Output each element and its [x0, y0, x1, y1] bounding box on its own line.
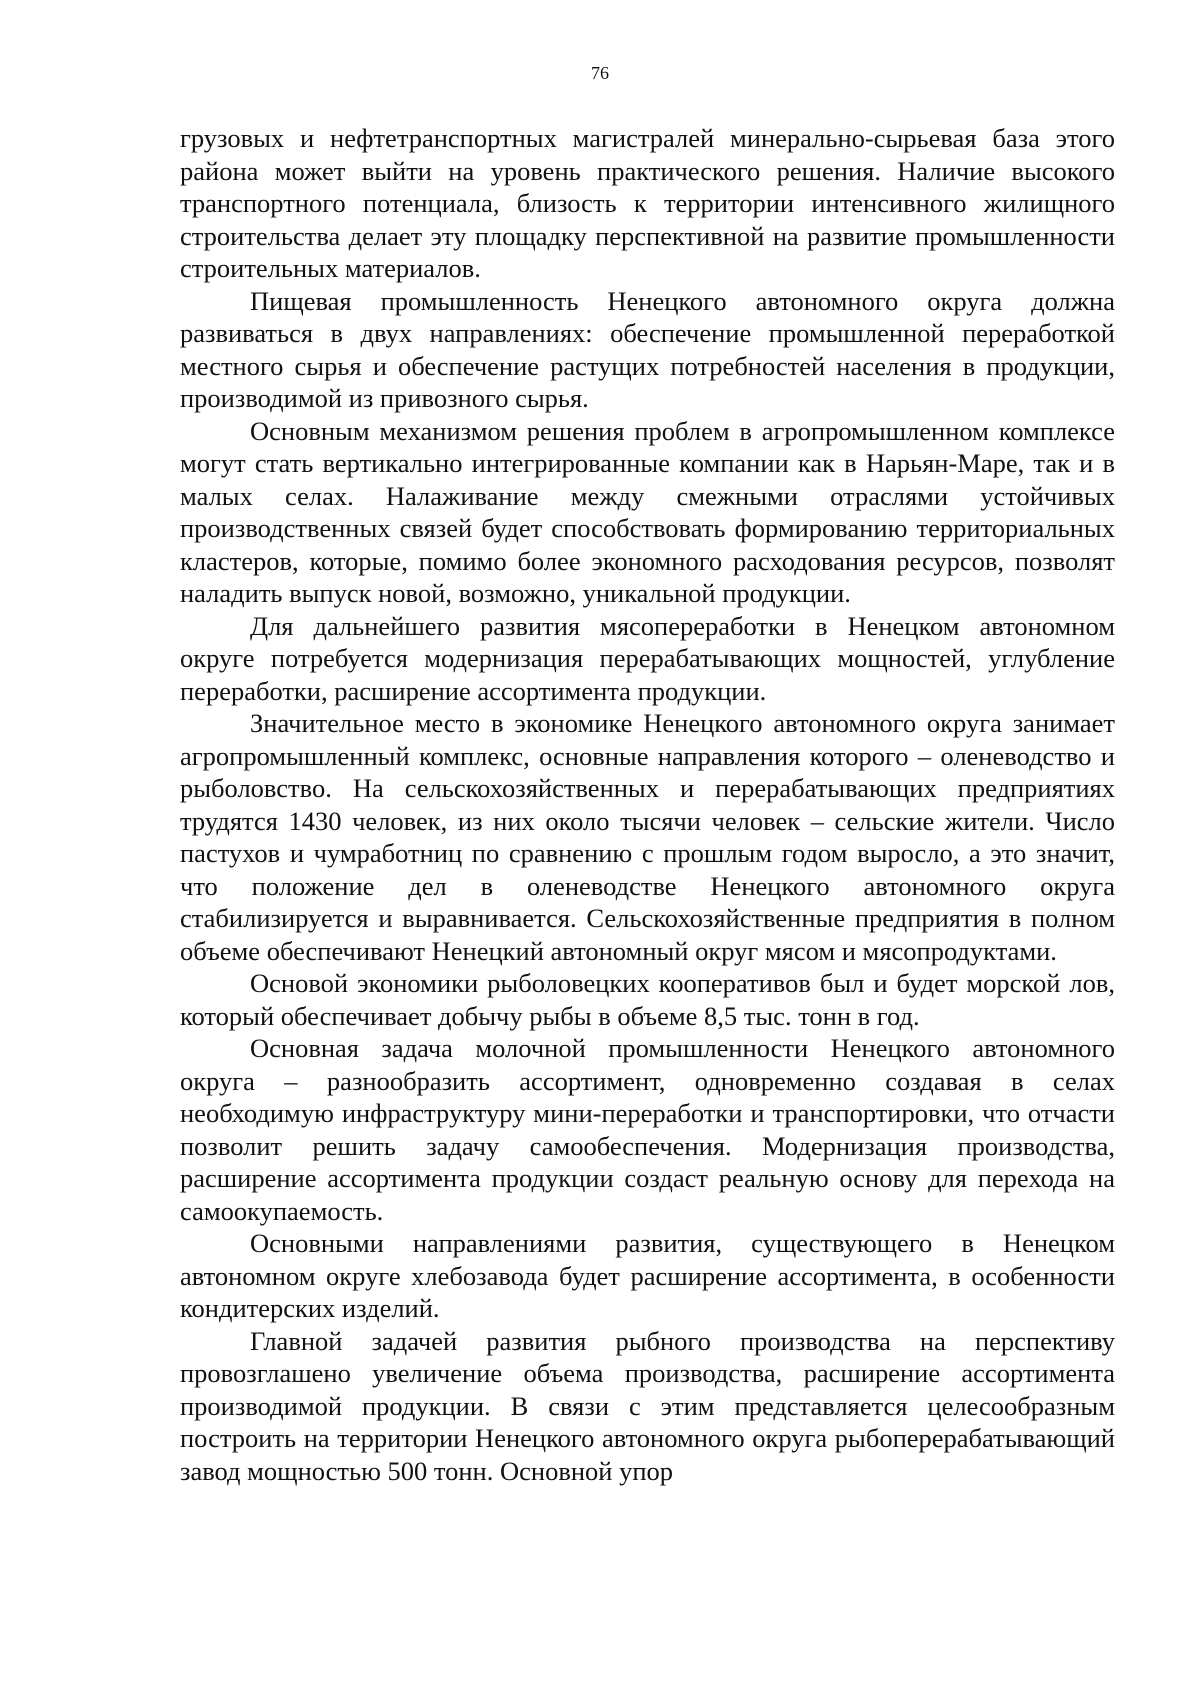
paragraph-agro-complex: Значительное место в экономике Ненецкого автономного округа занимает агропромышленный комплекс, основные направления которого – оленеводство и рыболовство. На сельскохозяйственных и перерабатывающих предприятиях трудятся 1430 человек, из них около тысячи человек – сельские жители. Число пастухов и чумработниц по сравнению с прошлым годом выросло, а это значит, что положение дел в оленеводстве Ненецкого автономного округа стабилизируется и выравнивается. Сельскохозяйственные предприятия в полном объеме обеспечивают Ненецкий автономный округ мясом и мясопродуктами.: [180, 708, 1115, 966]
page-number: 76: [591, 63, 609, 83]
paragraph-fish-production: Главной задачей развития рыбного производства на перспективу провозглашено увеличение объема производства, расширение ассортимента производимой продукции. В связи с этим представляется целесообразным построить на территории Ненецкого автономного округа рыбоперерабатывающий завод мощностью 500 тонн. Основной упор: [180, 1325, 1115, 1486]
paragraph-food-industry: Пищевая промышленность Ненецкого автономного округа должна развиваться в двух направлениях: обеспечение промышленной переработкой местного сырья и обеспечение растущих потребностей населения в продукции, производимой из привозного сырья.: [180, 285, 1115, 413]
paragraph-bakery: Основными направлениями развития, существующего в Ненецком автономном округе хлебозавода будет расширение ассортимента, в особенности кондитерских изделий.: [180, 1228, 1115, 1323]
document-body: [180, 122, 1115, 1487]
paragraph-meat-processing: Для дальнейшего развития мясопереработки в Ненецком автономном округе потребуется модернизация перерабатывающих мощностей, углубление переработки, расширение ассортимента продукции.: [180, 610, 1115, 706]
paragraph-continuation: грузовых и нефтетранспортных магистралей минерально-сырьевая база этого района может выйти на уровень практического решения. Наличие высокого транспортного потенциала, близость к территории интенсивного жилищного строительства делает эту площадку перспективной на развитие промышленности строительных материалов.: [180, 123, 1115, 283]
paragraph-fishing-cooperatives: Основой экономики рыболовецких кооперативов был и будет морской лов, который обеспечивает добычу рыбы в объеме 8,5 тыс. тонн в год.: [180, 968, 1115, 1031]
paragraph-agro-mechanism: Основным механизмом решения проблем в агропромышленном комплексе могут стать вертикально интегрированные компании как в Нарьян-Маре, так и в малых селах. Налаживание между смежными отраслями устойчивых производственных связей будет способствовать формированию территориальных кластеров, которые, помимо более экономного расходования ресурсов, позволят наладить выпуск новой, возможно, уникальной продукции.: [180, 415, 1115, 608]
paragraph-dairy-industry: Основная задача молочной промышленности Ненецкого автономного округа – разнообразить ассортимент, одновременно создавая в селах необходимую инфраструктуру мини-переработки и транспортировки, что отчасти позволит решить задачу самообеспечения. Модернизация производства, расширение ассортимента продукции создаст реальную основу для перехода на самоокупаемость.: [180, 1033, 1115, 1226]
